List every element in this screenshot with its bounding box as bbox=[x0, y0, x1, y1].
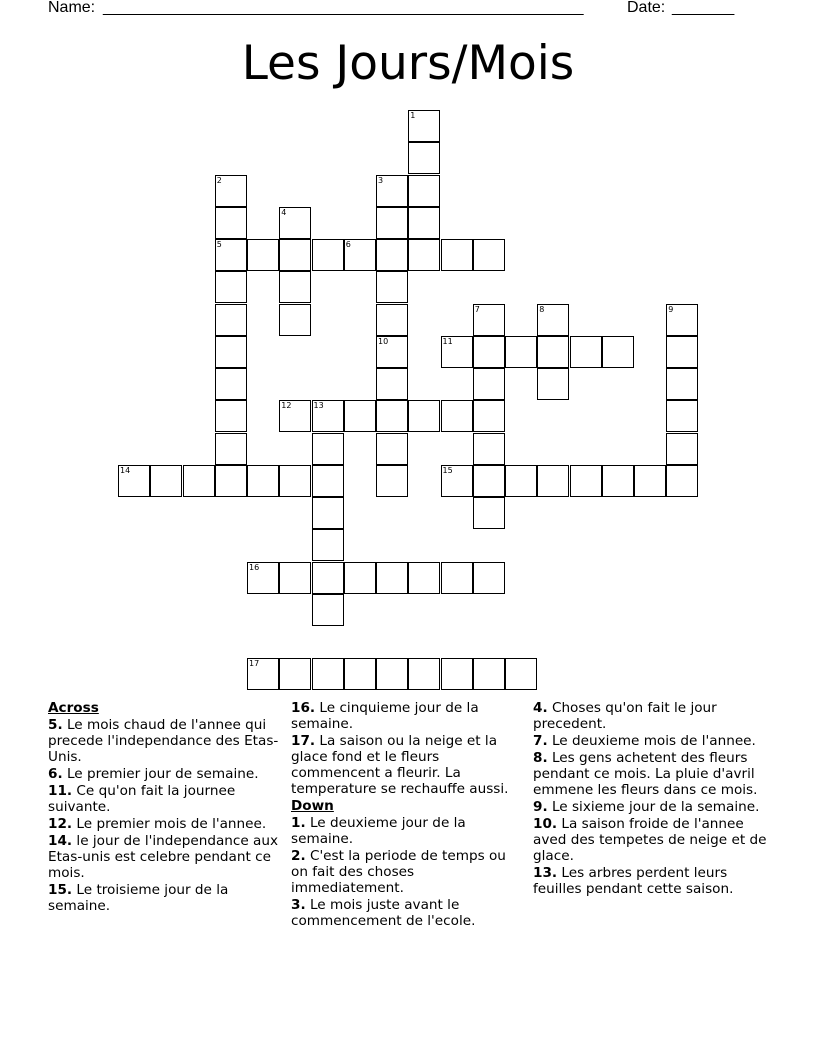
grid-cell[interactable] bbox=[344, 239, 376, 271]
cell-number: 9 bbox=[668, 304, 674, 314]
clue-across-6 bbox=[48, 766, 284, 782]
grid-cell[interactable] bbox=[408, 175, 440, 207]
clue-number: 2. bbox=[291, 848, 306, 864]
cell-number: 6 bbox=[345, 240, 351, 249]
grid-cell[interactable] bbox=[118, 465, 150, 497]
date-field[interactable]: _______ bbox=[672, 0, 735, 16]
grid-cell[interactable] bbox=[473, 368, 505, 400]
grid-cell[interactable] bbox=[408, 562, 440, 594]
grid-cell[interactable] bbox=[279, 400, 311, 432]
grid-cell[interactable] bbox=[150, 465, 182, 497]
grid-cell[interactable] bbox=[215, 433, 247, 465]
grid-cell[interactable] bbox=[247, 239, 279, 271]
clue-text: Les gens achetent des fleurs pendant ce mois. La pluie d'avril emmene les fleurs dans ce mois. bbox=[533, 750, 758, 798]
grid-cell[interactable] bbox=[376, 562, 408, 594]
clue-number: 11. bbox=[48, 783, 73, 799]
clue-number: 12. bbox=[48, 816, 73, 832]
grid-cell[interactable] bbox=[570, 336, 602, 368]
grid-cell[interactable] bbox=[537, 368, 569, 400]
clue-text: le jour de l'independance aux Etas-unis est celebre pendant ce mois. bbox=[48, 833, 279, 881]
clue-number: 13. bbox=[533, 865, 558, 881]
clue-down-2 bbox=[291, 848, 527, 896]
grid-cell[interactable] bbox=[376, 304, 408, 336]
grid-cell[interactable] bbox=[279, 207, 311, 239]
clue-across-5 bbox=[48, 717, 284, 765]
name-field[interactable]: ______________________________________________________ bbox=[103, 0, 584, 16]
clue-number: 7. bbox=[533, 733, 548, 749]
clue-down-13 bbox=[533, 865, 769, 897]
grid-cell[interactable] bbox=[279, 239, 311, 271]
clue-across-15 bbox=[48, 882, 284, 914]
cell-number: 13 bbox=[313, 401, 324, 411]
cell-number: 7 bbox=[474, 304, 480, 314]
grid-cell[interactable] bbox=[215, 336, 247, 368]
grid-cell[interactable] bbox=[473, 497, 505, 529]
grid-cell[interactable] bbox=[376, 400, 408, 432]
grid-cell[interactable] bbox=[473, 658, 505, 690]
grid-cell[interactable] bbox=[312, 433, 344, 465]
grid-cell[interactable] bbox=[537, 465, 569, 497]
clue-text: Ce qu'on fait la journee suivante. bbox=[48, 783, 236, 815]
grid-cell[interactable] bbox=[473, 336, 505, 368]
grid-cell[interactable] bbox=[666, 465, 698, 497]
grid-cell[interactable] bbox=[441, 336, 473, 368]
clue-text: Le troisieme jour de la semaine. bbox=[48, 882, 229, 914]
grid-cell[interactable] bbox=[312, 658, 344, 690]
grid-cell[interactable] bbox=[441, 400, 473, 432]
clue-number: 17. bbox=[291, 733, 316, 749]
clue-across-14 bbox=[48, 833, 284, 881]
clue-text: Le premier jour de semaine. bbox=[66, 766, 259, 782]
grid-cell[interactable] bbox=[247, 465, 279, 497]
clue-number: 10. bbox=[533, 816, 558, 832]
grid-cell[interactable] bbox=[247, 658, 279, 690]
cell-number: 8 bbox=[539, 304, 545, 314]
cell-number: 4 bbox=[281, 207, 287, 217]
grid-cell[interactable] bbox=[279, 562, 311, 594]
clues-column-3 bbox=[533, 700, 769, 898]
cell-number: 1 bbox=[410, 111, 416, 120]
grid-cell[interactable] bbox=[376, 207, 408, 239]
clue-text: Le deuxieme mois de l'annee. bbox=[551, 733, 756, 749]
clue-text: La saison froide de l'annee aved des tempetes de neige et de glace. bbox=[533, 816, 767, 864]
grid-cell[interactable] bbox=[441, 562, 473, 594]
clue-text: Choses qu'on fait le jour precedent. bbox=[533, 700, 717, 732]
grid-cell[interactable] bbox=[441, 465, 473, 497]
cell-number: 5 bbox=[216, 240, 222, 249]
page-title: Les Jours/Mois bbox=[241, 36, 575, 91]
grid-cell[interactable] bbox=[376, 336, 408, 368]
grid-cell[interactable] bbox=[215, 239, 247, 271]
clue-text: Le cinquieme jour de la semaine. bbox=[291, 700, 479, 732]
grid-cell[interactable] bbox=[634, 465, 666, 497]
down-heading: Down bbox=[291, 798, 334, 814]
clues-column-1 bbox=[48, 700, 284, 915]
grid-cell[interactable] bbox=[473, 433, 505, 465]
clue-text: Le mois juste avant le commencement de l'ecole. bbox=[291, 897, 476, 929]
clue-number: 14. bbox=[48, 833, 73, 849]
grid-cell[interactable] bbox=[215, 207, 247, 239]
clue-across-16 bbox=[291, 700, 527, 732]
grid-cell[interactable] bbox=[215, 175, 247, 207]
clue-across-11 bbox=[48, 783, 284, 815]
grid-cell[interactable] bbox=[215, 304, 247, 336]
grid-cell[interactable] bbox=[312, 594, 344, 626]
grid-cell[interactable] bbox=[473, 304, 505, 336]
grid-cell[interactable] bbox=[279, 271, 311, 303]
clue-across-12 bbox=[48, 816, 284, 832]
clue-number: 16. bbox=[291, 700, 316, 716]
clue-down-10 bbox=[533, 816, 769, 864]
grid-cell[interactable] bbox=[441, 658, 473, 690]
clue-text: Le premier mois de l'annee. bbox=[76, 816, 267, 832]
grid-cell[interactable] bbox=[666, 304, 698, 336]
grid-cell[interactable] bbox=[473, 562, 505, 594]
grid-cell[interactable] bbox=[312, 497, 344, 529]
cell-number: 12 bbox=[281, 401, 292, 411]
clue-across-17 bbox=[291, 733, 527, 797]
clue-text: La saison ou la neige et la glace fond et le fleurs commencent a fleurir. La temperature se rechauffe aussi. bbox=[291, 733, 509, 797]
clue-number: 8. bbox=[533, 750, 548, 766]
grid-cell[interactable] bbox=[376, 658, 408, 690]
grid-cell[interactable] bbox=[666, 336, 698, 368]
cell-number: 17 bbox=[249, 659, 260, 669]
clue-number: 1. bbox=[291, 815, 306, 831]
clue-down-1 bbox=[291, 815, 527, 847]
cell-number: 10 bbox=[378, 336, 389, 346]
grid-cell[interactable] bbox=[408, 239, 440, 271]
grid-cell[interactable] bbox=[408, 207, 440, 239]
clue-down-9 bbox=[533, 799, 769, 815]
clue-number: 15. bbox=[48, 882, 73, 898]
grid-cell[interactable] bbox=[376, 433, 408, 465]
grid-cell[interactable] bbox=[215, 271, 247, 303]
grid-cell[interactable] bbox=[473, 239, 505, 271]
clue-number: 4. bbox=[533, 700, 548, 716]
grid-cell[interactable] bbox=[312, 562, 344, 594]
grid-cell[interactable] bbox=[505, 658, 537, 690]
cell-number: 11 bbox=[442, 336, 453, 346]
grid-cell[interactable] bbox=[473, 465, 505, 497]
grid-cell[interactable] bbox=[376, 368, 408, 400]
grid-cell[interactable] bbox=[247, 562, 279, 594]
grid-cell[interactable] bbox=[570, 465, 602, 497]
grid-cell[interactable] bbox=[215, 400, 247, 432]
across-heading: Across bbox=[48, 700, 99, 716]
grid-cell[interactable] bbox=[666, 433, 698, 465]
clue-text: Le mois chaud de l'annee qui precede l'independance des Etas-Unis. bbox=[48, 717, 279, 765]
clues-column-2 bbox=[291, 700, 527, 930]
cell-number: 3 bbox=[378, 175, 384, 185]
grid-cell[interactable] bbox=[376, 239, 408, 271]
grid-cell[interactable] bbox=[376, 465, 408, 497]
cell-number: 16 bbox=[249, 562, 260, 572]
clue-text: Le sixieme jour de la semaine. bbox=[551, 799, 760, 815]
grid-cell[interactable] bbox=[376, 271, 408, 303]
grid-cell[interactable] bbox=[279, 658, 311, 690]
grid-cell[interactable] bbox=[279, 465, 311, 497]
grid-cell[interactable] bbox=[408, 658, 440, 690]
clue-down-7 bbox=[533, 733, 769, 749]
grid-cell[interactable] bbox=[441, 239, 473, 271]
grid-cell[interactable] bbox=[408, 110, 440, 142]
grid-cell[interactable] bbox=[408, 400, 440, 432]
name-label: Name: bbox=[48, 0, 96, 16]
grid-cell[interactable] bbox=[537, 336, 569, 368]
grid-cell[interactable] bbox=[279, 304, 311, 336]
grid-cell[interactable] bbox=[602, 465, 634, 497]
grid-cell[interactable] bbox=[376, 175, 408, 207]
clue-number: 3. bbox=[291, 897, 306, 913]
grid-cell[interactable] bbox=[215, 368, 247, 400]
grid-cell[interactable] bbox=[312, 529, 344, 561]
grid-cell[interactable] bbox=[602, 336, 634, 368]
grid-cell[interactable] bbox=[312, 400, 344, 432]
clue-number: 6. bbox=[48, 766, 63, 782]
grid-cell[interactable] bbox=[666, 368, 698, 400]
grid-cell[interactable] bbox=[215, 465, 247, 497]
grid-cell[interactable] bbox=[312, 239, 344, 271]
date-label: Date: bbox=[627, 0, 666, 16]
grid-cell[interactable] bbox=[312, 465, 344, 497]
clue-text: Le deuxieme jour de la semaine. bbox=[291, 815, 466, 847]
grid-cell[interactable] bbox=[408, 142, 440, 174]
grid-cell[interactable] bbox=[537, 304, 569, 336]
grid-cell[interactable] bbox=[505, 465, 537, 497]
clue-number: 9. bbox=[533, 799, 548, 815]
cell-number: 2 bbox=[216, 175, 222, 185]
clue-text: C'est la periode de temps ou on fait des choses immediatement. bbox=[291, 848, 506, 896]
grid-cell[interactable] bbox=[505, 336, 537, 368]
clue-down-8 bbox=[533, 750, 769, 798]
clue-down-3 bbox=[291, 897, 527, 929]
grid-cell[interactable] bbox=[473, 400, 505, 432]
grid-cell[interactable] bbox=[344, 658, 376, 690]
grid-cell[interactable] bbox=[344, 562, 376, 594]
grid-cell[interactable] bbox=[183, 465, 215, 497]
clue-text: Les arbres perdent leurs feuilles pendant cette saison. bbox=[533, 865, 734, 897]
grid-cell[interactable] bbox=[344, 400, 376, 432]
grid-cell[interactable] bbox=[666, 400, 698, 432]
clue-down-4 bbox=[533, 700, 769, 732]
clue-number: 5. bbox=[48, 717, 63, 733]
cell-number: 14 bbox=[120, 465, 131, 475]
cell-number: 15 bbox=[442, 465, 453, 475]
